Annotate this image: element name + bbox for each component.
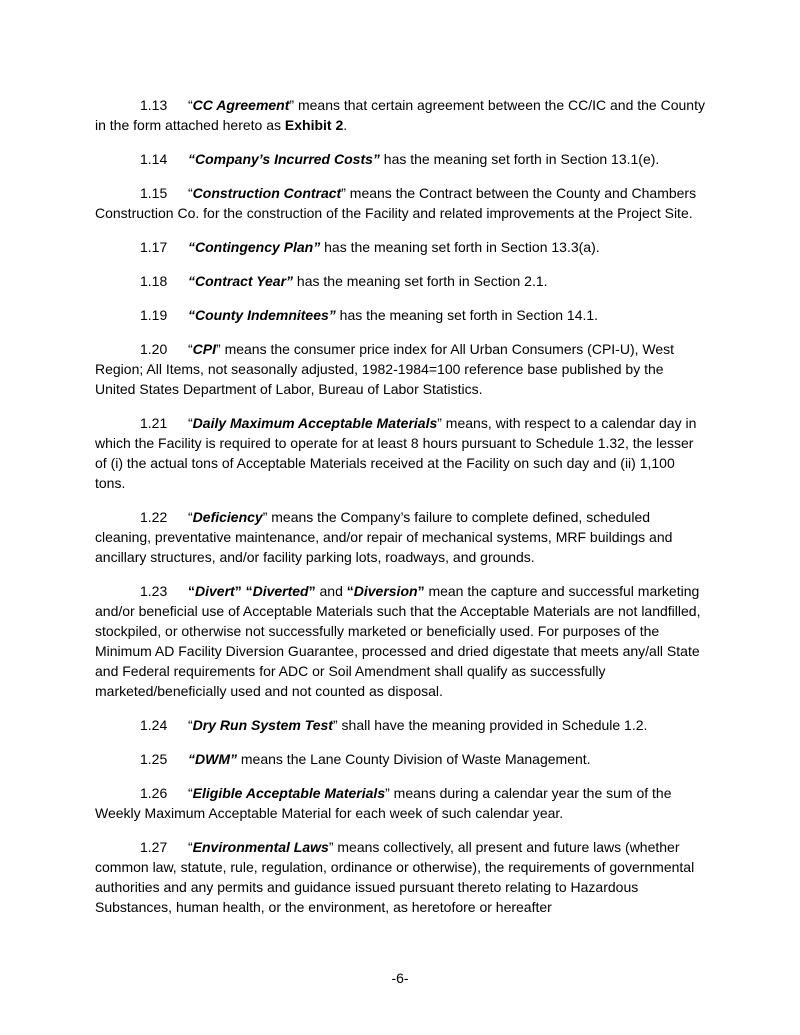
defined-term: CPI: [192, 341, 217, 357]
definition-paragraph: [95, 715, 707, 735]
defined-term: “DWM”: [188, 751, 237, 767]
definition-paragraph: [95, 149, 707, 169]
definition-paragraph: [95, 507, 707, 567]
section-number: 1.23: [140, 583, 168, 599]
body-text: mean the capture and successful marketing and/or beneficial use of Acceptable Materials such that the Acceptable Materials are not landfilled, stockpiled, or otherwise not successfully marketed or beneficially used. For purposes of the Minimum AD Facility Diversion Guarantee, processed and dried digestate that meets any/all State and Federal requirements for ADC or Soil Amendment shall qualify as successfully marketed/beneficially used and not counted as disposal.: [95, 583, 701, 699]
defined-term: Environmental Laws: [192, 839, 329, 855]
definition-paragraph: [95, 183, 707, 223]
section-number: 1.17: [140, 239, 168, 255]
section-number: 1.24: [140, 717, 168, 733]
body-text: ” means the consumer price index for All Urban Consumers (CPI-U), West Region; All Items, not seasonally adjusted, 1982-1984=100 reference base published by the United States Department of Labor, Bureau of Labor Statistics.: [95, 341, 675, 397]
definition-paragraph: [95, 413, 707, 493]
body-text: “: [188, 415, 193, 431]
body-text: ” means the Contract between the County and Chambers Construction Co. for the construction of the Facility and related improvements at the Project Site.: [95, 185, 697, 221]
definition-paragraph: [95, 237, 707, 257]
defined-term: Construction Contract: [192, 185, 342, 201]
defined-term: Daily Maximum Acceptable Materials: [192, 415, 438, 431]
defined-term: Deficiency: [192, 509, 263, 525]
section-number: 1.15: [140, 185, 168, 201]
document-body: [95, 95, 707, 931]
section-number: 1.13: [140, 97, 168, 113]
definition-paragraph: [95, 837, 707, 917]
defined-term: Diversion: [353, 583, 418, 599]
definition-paragraph: [95, 339, 707, 399]
section-number: 1.25: [140, 751, 168, 767]
definition-paragraph: [95, 305, 707, 325]
defined-term: CC Agreement: [192, 97, 290, 113]
body-text: “: [188, 839, 193, 855]
body-text: “: [188, 185, 193, 201]
body-text: .: [343, 117, 348, 133]
body-text: “: [188, 785, 193, 801]
body-text: ” means that certain agreement between the CC/IC and the County in the form attached hereto as: [95, 97, 705, 133]
body-text: has the meaning set forth in Section 14.1.: [335, 307, 599, 323]
body-text: ” means the Company’s failure to complete defined, scheduled cleaning, preventative maintenance, and/or repair of mechanical systems, MRF buildings and ancillary structures, and/or facility parking lots, roadways, and grounds.: [95, 509, 673, 565]
body-text: “: [188, 97, 193, 113]
bold-text: ” “: [234, 583, 253, 599]
defined-term: “Contract Year”: [188, 273, 294, 289]
defined-term: “Company’s Incurred Costs”: [188, 151, 380, 167]
defined-term: Diverted: [252, 583, 309, 599]
section-number: 1.20: [140, 341, 168, 357]
body-text: ” means, with respect to a calendar day in which the Facility is required to operate for at least 8 hours pursuant to Schedule 1.32, the lesser of (i) the actual tons of Acceptable Materials received at the Facility on such day and (ii) 1,100 tons.: [95, 415, 697, 491]
section-number: 1.18: [140, 273, 168, 289]
bold-text: Exhibit 2: [284, 117, 344, 133]
body-text: ” means collectively, all present and future laws (whether common law, statute, rule, regulation, ordinance or otherwise), the requirements of governmental authorities and any permits and guidance issued pursuant thereto relating to Hazardous Substances, human health, or the environment, as heretofore or hereafter: [95, 839, 695, 915]
defined-term: Eligible Acceptable Materials: [192, 785, 386, 801]
definition-paragraph: [95, 95, 707, 135]
body-text: and: [315, 583, 347, 599]
body-text: means the Lane County Division of Waste Management.: [237, 751, 591, 767]
page-number: -6-: [391, 970, 409, 986]
definition-paragraph: [95, 581, 707, 701]
defined-term: “County Indemnitees”: [188, 307, 336, 323]
body-text: has the meaning set forth in Section 13.1(e).: [379, 151, 660, 167]
section-number: 1.27: [140, 839, 168, 855]
body-text: ” means during a calendar year the sum of the Weekly Maximum Acceptable Material for each week of such calendar year.: [95, 785, 672, 821]
bold-text: ”: [417, 583, 425, 599]
section-number: 1.14: [140, 151, 168, 167]
body-text: “: [188, 717, 193, 733]
section-number: 1.21: [140, 415, 168, 431]
body-text: has the meaning set forth in Section 13.3(a).: [320, 239, 600, 255]
defined-term: Divert: [195, 583, 235, 599]
definition-paragraph: [95, 783, 707, 823]
bold-text: “: [346, 583, 354, 599]
bold-text: ”: [308, 583, 316, 599]
defined-term: “Contingency Plan”: [188, 239, 321, 255]
definition-paragraph: [95, 271, 707, 291]
defined-term: Dry Run System Test: [192, 717, 333, 733]
section-number: 1.22: [140, 509, 168, 525]
body-text: ” shall have the meaning provided in Schedule 1.2.: [332, 717, 648, 733]
section-number: 1.26: [140, 785, 168, 801]
body-text: has the meaning set forth in Section 2.1.: [293, 273, 548, 289]
body-text: “: [188, 341, 193, 357]
body-text: “: [188, 509, 193, 525]
section-number: 1.19: [140, 307, 168, 323]
definition-paragraph: [95, 749, 707, 769]
bold-text: “: [188, 583, 195, 599]
